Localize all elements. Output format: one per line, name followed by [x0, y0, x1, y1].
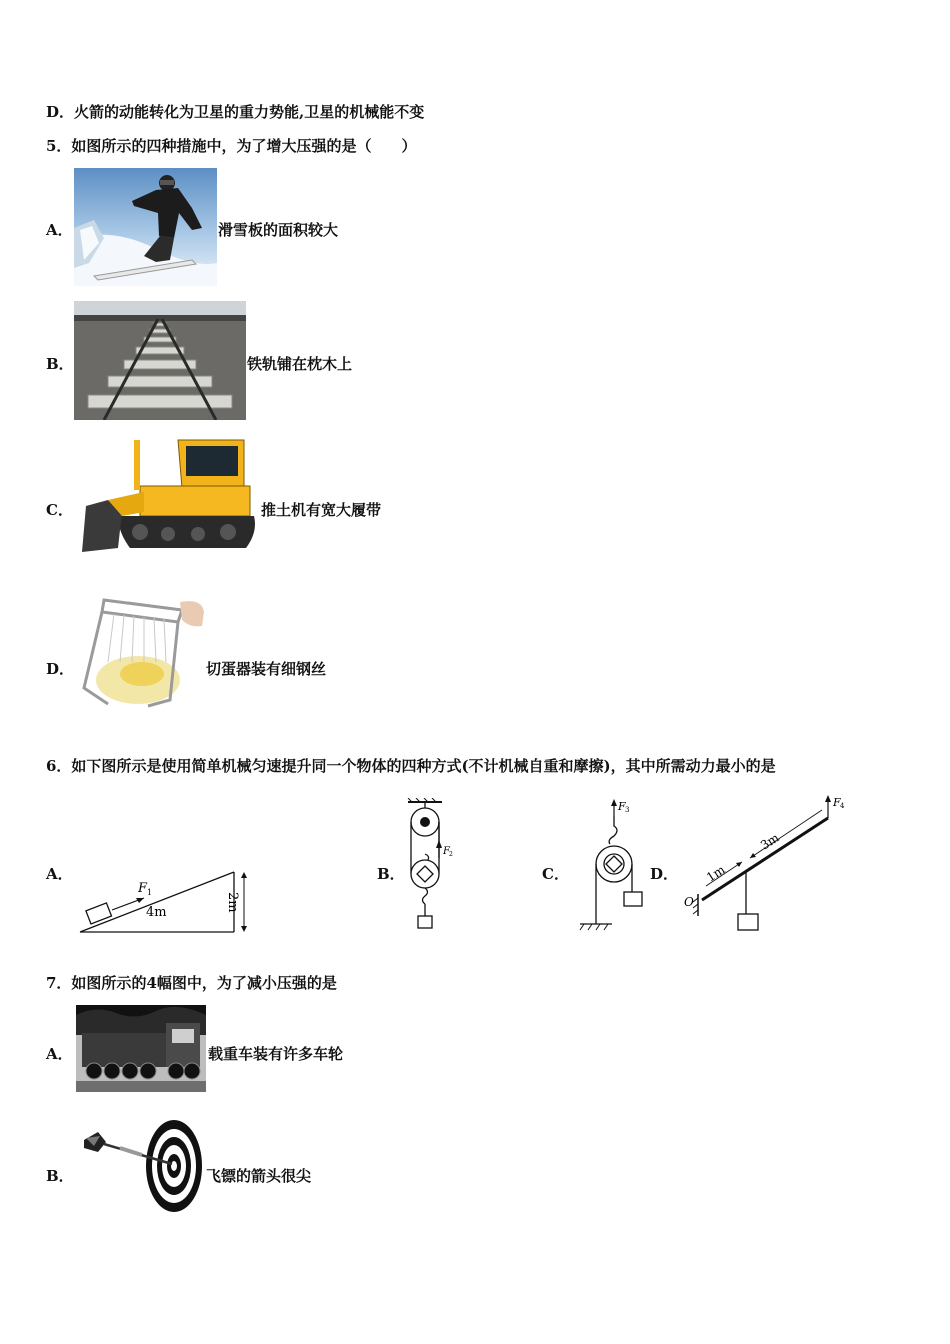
movable-pulley-figure: [574, 796, 646, 934]
prev-option-d: D．火箭的动能转化为卫星的重力势能,卫星的机械能不变: [46, 103, 425, 121]
q5-option-b-text: 铁轨铺在枕木上: [247, 355, 353, 373]
q6-option-b-letter: B．: [377, 865, 405, 883]
force-f3-subscript: 3: [625, 806, 630, 814]
q6-stem: 6．如下图所示是使用简单机械匀速提升同一个物体的四种方式(不计机械自重和摩擦)，其中所需动力最小的是: [46, 757, 776, 775]
pivot-o-label: O: [684, 895, 694, 909]
q7-option-b-letter: B．: [46, 1167, 74, 1185]
q6-option-c-letter: C．: [542, 865, 569, 883]
q5-option-a-letter: A．: [46, 221, 73, 239]
egg-slicer-image: [78, 592, 206, 714]
bulldozer-image: [78, 436, 258, 557]
long-arm-label: 3m: [758, 830, 782, 853]
q6-option-a-letter: A．: [46, 865, 73, 883]
force-f1-subscript: 1: [147, 888, 153, 897]
force-f1-label: F: [138, 881, 148, 896]
q5-option-a-text: 滑雪板的面积较大: [218, 221, 339, 239]
short-arm-label: 1m: [704, 862, 728, 885]
q5-option-d-letter: D．: [46, 660, 75, 678]
force-f3-label: F: [618, 800, 626, 813]
force-f2-label: F: [443, 846, 450, 857]
q5-option-b-letter: B．: [46, 355, 74, 373]
q7-stem: 7．如图所示的4幅图中，为了减小压强的是: [46, 974, 337, 992]
q7-option-b-text: 飞镖的箭头很尖: [206, 1167, 312, 1185]
slope-height-label: 2m: [225, 892, 240, 913]
q5-option-c-letter: C．: [46, 501, 73, 519]
q5-option-d-text: 切蛋器装有细钢丝: [206, 660, 327, 678]
q7-option-a-text: 载重车装有许多车轮: [208, 1045, 344, 1063]
dart-target-image: [80, 1118, 204, 1214]
q6-option-d-letter: D．: [650, 865, 679, 883]
force-f2-subscript: 2: [449, 851, 453, 858]
railroad-track-image: [74, 301, 246, 420]
force-f4-label: F: [833, 796, 841, 809]
q5-option-c-text: 推土机有宽大履带: [261, 501, 382, 519]
q5-stem: 5．如图所示的四种措施中，为了增大压强的是（ ）: [46, 137, 417, 155]
snowboarder-image: [74, 168, 217, 286]
pulley-block-figure: [398, 798, 468, 934]
lever-figure: [680, 792, 852, 936]
heavy-truck-image: [76, 1005, 206, 1092]
inclined-plane-figure: [78, 862, 248, 938]
force-f4-subscript: 4: [840, 802, 845, 810]
slope-length-label: 4m: [146, 905, 167, 920]
q7-option-a-letter: A．: [46, 1045, 73, 1063]
